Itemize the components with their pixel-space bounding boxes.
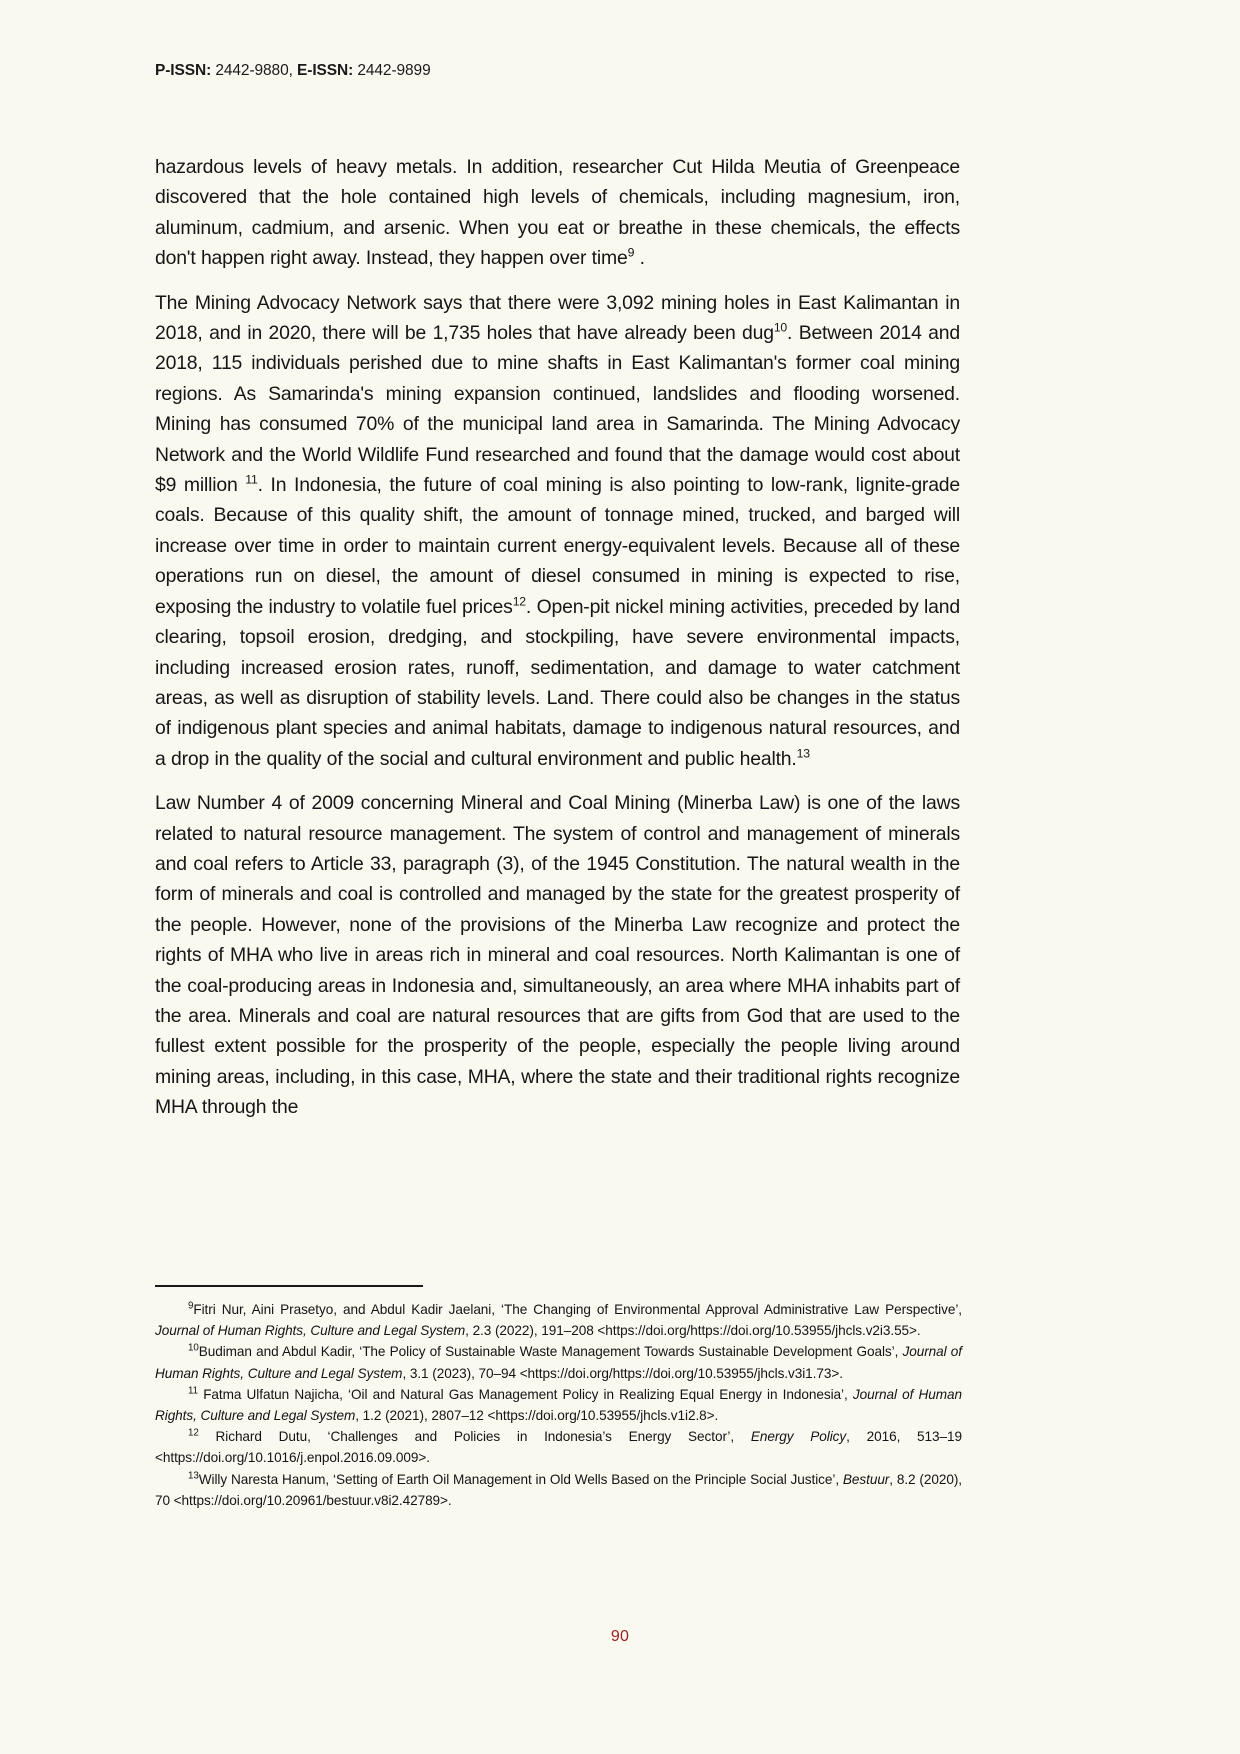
running-head — [155, 62, 431, 80]
footnote-ref-12[interactable]: 12 — [512, 594, 526, 609]
page-number: 90 — [610, 1628, 630, 1645]
footnote-13 — [155, 1469, 962, 1511]
paragraph-2 — [155, 288, 960, 775]
e-issn-label: E-ISSN: — [297, 62, 354, 79]
footnote-ref-11[interactable]: 11 — [245, 472, 258, 487]
footnote-9-journal: Journal of Human Rights, Culture and Legal System — [155, 1323, 466, 1339]
footnote-marker-9: 9 — [188, 1300, 194, 1312]
paragraph-2-segment-b: . Between 2014 and 2018, 115 individuals perished due to mine shafts in East Kalimantan's former coal mining regions. As Samarinda's mining expansion continued, landslides and flooding worsened. Mining has consumed 70% of the municipal land area in Samarinda. The Mining Advocacy Network and the World Wildlife Fund researched and found that the damage would cost about $9 million — [155, 322, 960, 497]
footnote-12-text-b: , 2016, 513–19 <https://doi.org/10.1016/j.enpol.2016.09.009>. — [155, 1429, 962, 1466]
paragraph-1-tail: . — [634, 247, 645, 270]
footnote-13-text-b: , 8.2 (2020), 70 <https://doi.org/10.20961/bestuur.v8i2.42789>. — [155, 1471, 962, 1508]
footnote-9-text-a: Fitri Nur, Aini Prasetyo, and Abdul Kadir Jaelani, ‘The Changing of Environmental Approval Administrative Law Perspective’, — [193, 1302, 962, 1317]
footnote-12-text-a: Richard Dutu, ‘Challenges and Policies in Indonesia’s Energy Sector’, — [198, 1429, 751, 1445]
footnote-10-journal: Journal of Human Rights, Culture and Legal System — [155, 1344, 963, 1381]
footnote-marker-12: 12 — [188, 1427, 199, 1439]
footnote-ref-13[interactable]: 13 — [796, 746, 810, 761]
paragraph-1 — [155, 152, 960, 274]
footnote-10-text-a: Budiman and Abdul Kadir, ‘The Policy of Sustainable Waste Management Towards Sustainable Development Goals’, — [198, 1344, 903, 1360]
footnote-marker-13: 13 — [188, 1470, 199, 1482]
footnote-11 — [155, 1384, 962, 1426]
footnote-marker-10: 10 — [188, 1342, 199, 1354]
paragraph-1-text: hazardous levels of heavy metals. In addition, researcher Cut Hilda Meutia of Greenpeace discovered that the hole contained high levels of chemicals, including magnesium, iron, aluminum, cadmium, and arsenic. When you eat or breathe in these chemicals, the effects don't happen right away. Instead, they happen over time — [155, 156, 960, 270]
paragraph-2-segment-a: The Mining Advocacy Network says that there were 3,092 mining holes in East Kalimantan in 2018, and in 2020, there will be 1,735 holes that have already been dug — [155, 291, 960, 345]
footnote-13-journal: Bestuur — [842, 1471, 890, 1487]
paragraph-3: Law Number 4 of 2009 concerning Mineral and Coal Mining (Minerba Law) is one of the laws related to natural resource management. The system of control and management of minerals and coal refers to Article 33, paragraph (3), of the 1945 Constitution. The natural wealth in the form of minerals and coal is controlled and managed by the state for the greatest prosperity of the people. However, none of the provisions of the Minerba Law recognize and protect the rights of MHA who live in areas rich in mineral and coal resources. North Kalimantan is one of the coal-producing areas in Indonesia and, simultaneously, an area where MHA inhabits part of the area. Minerals and coal are natural resources that are gifts from God that are used to the fullest extent possible for the prosperity of the people, especially the people living around mining areas, including, in this case, MHA, where the state and their traditional rights recognize MHA through the — [155, 792, 960, 1119]
footnote-marker-11: 11 — [188, 1385, 199, 1397]
footnote-10 — [155, 1341, 962, 1383]
footnote-9 — [155, 1299, 962, 1341]
footnote-ref-10[interactable]: 10 — [773, 320, 788, 335]
footnote-9-text-b: , 2.3 (2022), 191–208 <https://doi.org/https://doi.org/10.53955/jhcls.v2i3.55>. — [465, 1323, 921, 1339]
footnote-11-journal: Journal of Human Rights, Culture and Legal System — [155, 1386, 962, 1424]
footnote-11-text-b: , 1.2 (2021), 2807–12 <https://doi.org/10.53955/jhcls.v1i2.8>. — [355, 1408, 719, 1424]
footnotes-section — [155, 1285, 962, 1511]
footnote-ref-9[interactable]: 9 — [627, 245, 635, 260]
p-issn-label: P-ISSN: — [155, 62, 212, 79]
p-issn-value: 2442-9880, — [215, 62, 293, 79]
footnote-11-text-a: Fatma Ulfatun Najicha, ‘Oil and Natural Gas Management Policy in Realizing Equal Energy in Indonesia’, — [198, 1386, 853, 1402]
e-issn-value: 2442-9899 — [357, 62, 431, 79]
footnote-12-journal: Energy Policy — [750, 1429, 847, 1445]
footnote-separator-rule — [155, 1285, 423, 1287]
footnote-10-text-b: , 3.1 (2023), 70–94 <https://doi.org/https://doi.org/10.53955/jhcls.v3i1.73>. — [402, 1365, 843, 1381]
footnote-13-text-a: Willy Naresta Hanum, ‘Setting of Earth Oil Management in Old Wells Based on the Principle Social Justice’, — [198, 1471, 843, 1487]
paragraph-2-segment-c: . In Indonesia, the future of coal mining is also pointing to low-rank, lignite-grade coals. Because of this quality shift, the amount of tonnage mined, trucked, and barged will increase over time in order to maintain current energy-equivalent levels. Because all of these operations run on diesel, the amount of diesel consumed in mining is expected to rise, exposing the industry to volatile fuel prices — [155, 474, 961, 618]
body-text-column — [155, 152, 960, 1123]
footnote-12 — [155, 1426, 962, 1468]
paragraph-2-segment-d: . Open-pit nickel mining activities, preceded by land clearing, topsoil erosion, dredging, and stockpiling, have severe environmental impacts, including increased erosion rates, runoff, sedimentation, and damage to water catchment areas, as well as disruption of stability levels. Land. There could also be changes in the status of indigenous plant species and animal habitats, damage to indigenous natural resources, and a drop in the quality of the social and cultural environment and public health. — [155, 595, 960, 770]
